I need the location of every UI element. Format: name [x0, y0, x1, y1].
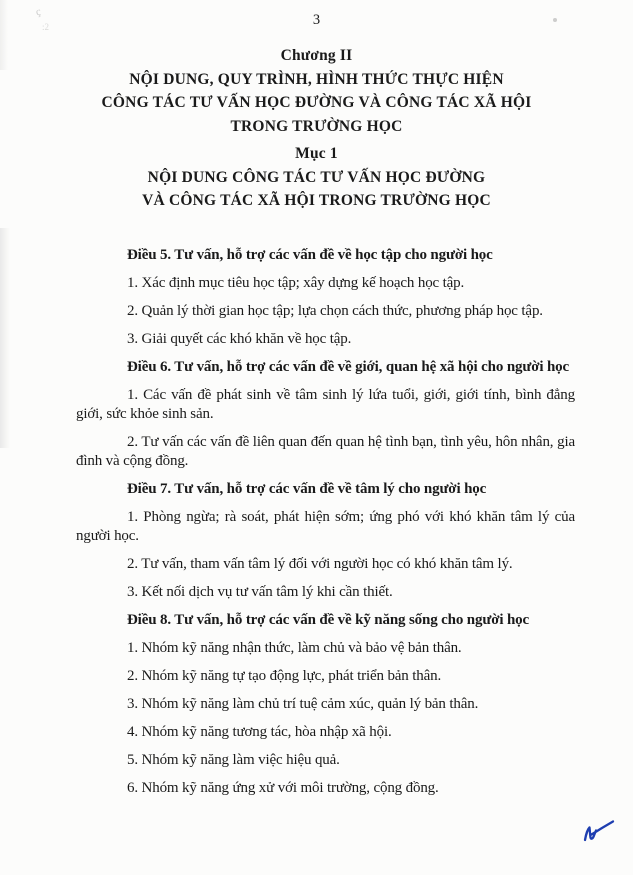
section-title-line: VÀ CÔNG TÁC XÃ HỘI TRONG TRƯỜNG HỌC	[142, 192, 491, 209]
article-item: 3. Giải quyết các khó khăn về học tập.	[127, 331, 352, 347]
page-number: 3	[312, 12, 321, 28]
article-item: 4. Nhóm kỹ năng tương tác, hòa nhập xã hội.	[127, 724, 392, 740]
chapter-label: Chương II	[280, 47, 353, 64]
chapter-title-line: NỘI DUNG, QUY TRÌNH, HÌNH THỨC THỰC HIỆN	[129, 70, 504, 88]
article-item: 2. Tư vấn các vấn đề liên quan đến quan hệ tình bạn, tình yêu, hôn nhân, gia đình và cộng đồng.	[76, 434, 575, 469]
article-item: 2. Tư vấn, tham vấn tâm lý đối với người học có khó khăn tâm lý.	[127, 556, 513, 572]
section-label: Mục 1	[295, 145, 338, 162]
article-item: 2. Nhóm kỹ năng tự tạo động lực, phát triển bản thân.	[127, 668, 442, 684]
article-item: 1. Các vấn đề phát sinh về tâm sinh lý lứa tuổi, giới, giới tính, bình đẳng giới, sức khỏe sinh sản.	[76, 387, 575, 422]
pencil-smudge: :2	[42, 22, 50, 32]
section-title-line: NỘI DUNG CÔNG TÁC TƯ VẤN HỌC ĐƯỜNG	[147, 168, 486, 186]
document-body	[76, 246, 575, 807]
chapter-title-line: TRONG TRƯỜNG HỌC	[230, 117, 403, 135]
article-heading: Điều 5. Tư vấn, hỗ trợ các vấn đề về học tập cho người học	[127, 247, 493, 263]
chapter-title-line: CÔNG TÁC TƯ VẤN HỌC ĐƯỜNG VÀ CÔNG TÁC XÃ HỘI	[101, 94, 532, 111]
article-heading: Điều 6. Tư vấn, hỗ trợ các vấn đề về giới, quan hệ xã hội cho người học	[127, 359, 570, 375]
article-item: 1. Xác định mục tiêu học tập; xây dựng kế hoạch học tập.	[127, 275, 465, 291]
pencil-smudge: ҫ	[34, 5, 43, 19]
article-item: 3. Kết nối dịch vụ tư vấn tâm lý khi cần thiết.	[127, 584, 393, 600]
article-item: 3. Nhóm kỹ năng làm chủ trí tuệ cảm xúc, quản lý bản thân.	[127, 696, 479, 712]
ink-stroke	[585, 822, 613, 841]
article-item: 1. Nhóm kỹ năng nhận thức, làm chủ và bảo vệ bản thân.	[127, 640, 462, 656]
article-item: 5. Nhóm kỹ năng làm việc hiệu quả.	[127, 752, 340, 768]
article-heading: Điều 8. Tư vấn, hỗ trợ các vấn đề về kỹ năng sống cho người học	[127, 612, 530, 628]
chapter-heading	[20, 44, 613, 213]
article-item: 6. Nhóm kỹ năng ứng xử với môi trường, cộng đồng.	[127, 780, 439, 796]
article-item: 1. Phòng ngừa; rà soát, phát hiện sớm; ứng phó với khó khăn tâm lý của người học.	[76, 509, 575, 544]
article-heading: Điều 7. Tư vấn, hỗ trợ các vấn đề về tâm lý cho người học	[127, 481, 487, 497]
scan-edge-shadow-top	[0, 0, 8, 70]
article-item: 2. Quản lý thời gian học tập; lựa chọn cách thức, phương pháp học tập.	[127, 303, 543, 319]
handwritten-initial-ink-mark	[578, 818, 620, 848]
scan-edge-shadow	[0, 228, 10, 448]
